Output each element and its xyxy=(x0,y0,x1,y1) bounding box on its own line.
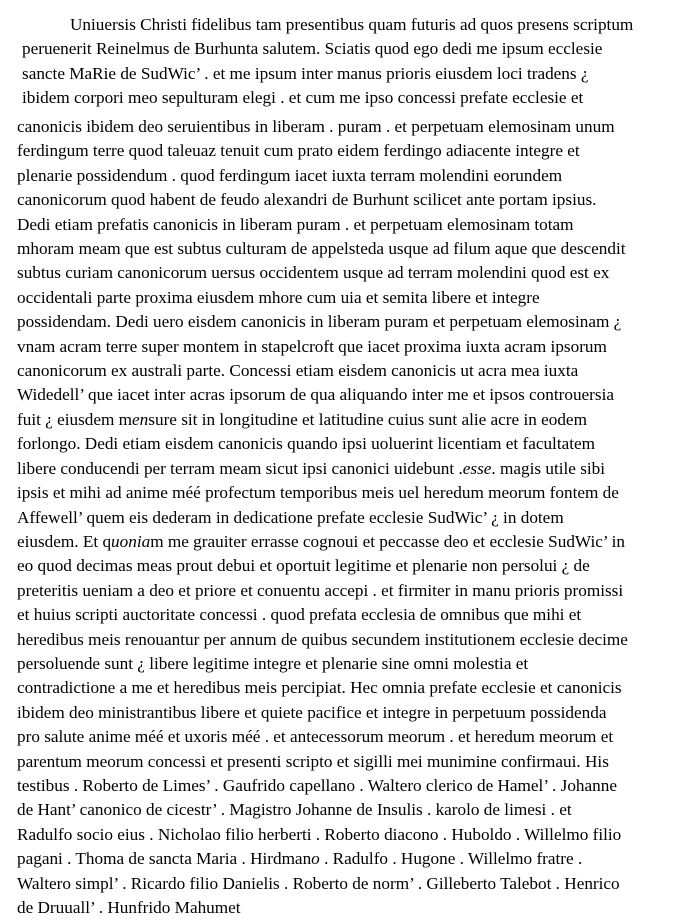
text-line: heredibus meis renouantur per annum de quibus secundem institutionem ecclesie decime xyxy=(17,629,628,649)
text-line: pro salute anime méé et uxoris méé . et antecessorum meorum . et heredum meorum et xyxy=(17,727,614,747)
text-segment: . magis utile sibi xyxy=(491,458,606,478)
italic-expansion: o xyxy=(311,849,320,869)
text-line: Widedell’ que iacet inter acras ipsorum de qua aliquando inter me et ipsos controuersia xyxy=(17,385,614,405)
italic-expansion: uonia xyxy=(111,531,151,551)
text-line: et huius scripti auctoritate concessi . quod prefata ecclesia de omnibus que mihi et xyxy=(17,605,582,625)
text-segment: eiusdem. Et q xyxy=(17,531,112,551)
text-segment: pagani . Thoma de sancta Maria . Hirdman xyxy=(17,849,312,869)
text-line: sancte MaRie de SudWic’ . et me ipsum inter manus prioris eiusdem loci tradens ¿ xyxy=(22,63,589,83)
text-line: de Hant’ canonico de cicestr’ . Magistro Johanne de Insulis . karolo de limesi . et xyxy=(17,800,572,820)
charter-body-paragraph xyxy=(17,115,695,920)
text-line: testibus . Roberto de Limes’ . Gaufrido capellano . Waltero clerico de Hamel’ . Johanne xyxy=(17,775,617,795)
text-line: forlongo. Dedi etiam eisdem canonicis quando ipsi uoluerint licentiam et facultatem xyxy=(17,434,595,454)
text-line: mhoram meam que est subtus culturam de appelsteda usque ad filum aque que descendit xyxy=(17,239,626,259)
italic-expansion: en xyxy=(132,409,149,429)
text-line: eo quod decimas meas prout debui et oportuit legitime et plenarie non persolui ¿ de xyxy=(17,556,590,576)
text-line: de Druuall’ . Hunfrido Mahumet xyxy=(17,898,241,917)
text-line: vnam acram terre super montem in stapelcroft que iacet proxima iuxta acram ipsorum xyxy=(17,336,607,356)
text-segment: sure sit in longitudine et latitudine cuius sunt alie acre in eodem xyxy=(148,409,587,429)
text-line: plenarie possidendum . quod ferdingum iacet iuxta terram molendini eorundem xyxy=(17,165,563,185)
text-line: canonicorum quod habent de feudo alexandri de Burhunt scilicet ante portam ipsius. xyxy=(17,190,597,210)
text-line: canonicis ibidem deo seruientibus in liberam . puram . et perpetuam elemosinam unum xyxy=(17,117,615,136)
text-line: subtus curiam canonicorum uersus occidentem usque ad terram molendini quod est ex xyxy=(17,263,610,283)
text-line: ibidem corpori meo sepulturam elegi . et cum me ipso concessi prefate ecclesie et xyxy=(22,88,584,108)
charter-opening-paragraph xyxy=(22,13,694,111)
text-line: Waltero simpl’ . Ricardo filio Danielis . Roberto de norm’ . Gilleberto Talebot . Henrico xyxy=(17,873,620,893)
text-line: Dedi etiam prefatis canonicis in liberam puram . et perpetuam elemosinam totam xyxy=(17,214,574,234)
italic-expansion: esse xyxy=(462,458,492,478)
text-segment: fuit ¿ eiusdem m xyxy=(17,409,133,429)
text-line: preteritis ueniam a deo et priore et conuentu accepi . et firmiter in manu prioris promissi xyxy=(17,580,624,600)
text-line: Uniuersis Christi fidelibus tam presentibus quam futuris ad quos presens scriptum xyxy=(70,15,634,34)
text-line: occidentali parte proxima eiusdem mhore cum uia et semita libere et integre xyxy=(17,287,540,307)
text-line: Radulfo socio eius . Nicholao filio herberti . Roberto diacono . Huboldo . Willelmo filio xyxy=(17,824,622,844)
text-line: persoluende sunt ¿ libere legitime integre et plenarie sine omni molestia et xyxy=(17,653,529,673)
text-segment: m me grauiter errasse cognoui et peccasse deo et ecclesie SudWic’ in xyxy=(150,531,625,551)
text-line: peruenerit Reinelmus de Burhunta salutem. Sciatis quod ego dedi me ipsum ecclesie xyxy=(22,39,603,59)
text-segment: . Radulfo . Hugone . Willelmo fratre . xyxy=(319,849,583,869)
text-line xyxy=(17,457,695,481)
text-line: Affewell’ quem eis dederam in dedicatione prefate ecclesie SudWic’ ¿ in dotem xyxy=(17,507,564,527)
text-line xyxy=(17,408,695,432)
text-line xyxy=(17,847,695,871)
text-line: ferdingum terre quod taleuaz tenuit cum prato eidem ferdingo adiacente integre et xyxy=(17,141,580,161)
text-line: canonicorum ex australi parte. Concessi etiam eisdem canonicis ut acra mea iuxta xyxy=(17,361,579,381)
text-line: contradictione a me et heredibus meis percipiat. Hec omnia prefate ecclesie et canonicis xyxy=(17,678,622,698)
text-line xyxy=(17,530,695,554)
text-line: possidendam. Dedi uero eisdem canonicis in liberam puram et perpetuam elemosinam ¿ xyxy=(17,312,622,332)
text-line: ipsis et mihi ad anime méé profectum temporibus meis uel heredum meorum fontem de xyxy=(17,483,619,503)
text-line: ibidem deo ministrantibus libere et quiete pacifice et integre in perpetuum possidenda xyxy=(17,702,607,722)
text-segment: libere conducendi per terram meam sicut ipsi canonici uidebunt . xyxy=(17,458,463,478)
text-line: parentum meorum concessi et presenti scripto et sigilli mei munimine confirmaui. His xyxy=(17,751,609,771)
